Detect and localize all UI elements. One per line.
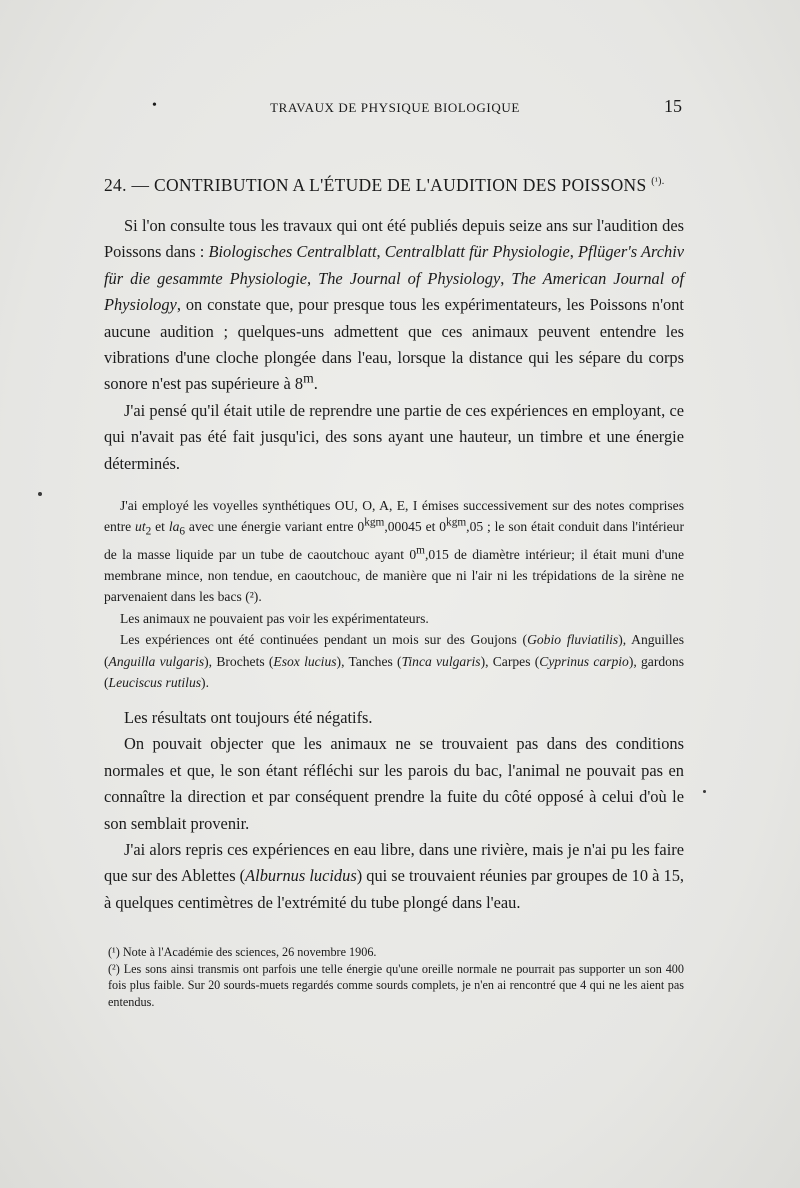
species-6: Leuciscus rutilus — [108, 674, 202, 690]
small-paragraph-2: Les animaux ne pouvaient pas voir les expérimentateurs. — [120, 610, 429, 626]
small-paragraph-1 — [104, 495, 684, 608]
s1-text-c: ,00045 et 0 — [384, 519, 447, 535]
s1-text-b: avec une énergie variant entre 0 — [188, 519, 365, 535]
s3-text-g: ). — [201, 674, 209, 690]
paragraph-5 — [104, 837, 684, 916]
journal-5: The American Journal of Physiology — [104, 268, 685, 315]
unit-kgm-2: kgm — [446, 516, 467, 529]
section-title: CONTRIBUTION A L'ÉTUDE DE L'AUDITION DES POISSONS — [153, 175, 647, 195]
p5-text-b: ) qui se trouvaient réunies par groupes de 10 à 15, à quelques centimètres de l'extrémité du tube plongé dans l'eau. — [104, 866, 684, 912]
footnote-2 — [108, 961, 684, 1011]
footnote-2-text: Les sons ainsi transmis ont parfois une telle énergie qu'une oreille normale ne pourrait pas supporter un son 400 fois plus faible. Sur 20 sourds-muets regardés comme sourds complets, je n'en ai rencontré que 4 qui ne les aient pas entendus. — [108, 961, 684, 1009]
s1-text-d: ,05 ; le son était conduit dans l'intérieur de la masse liquide par un tube de caoutchouc ayant 0 — [104, 519, 684, 562]
s3-text-e: ), Carpes ( — [480, 653, 540, 669]
s3-text-b: ), Anguilles ( — [104, 632, 684, 669]
species-5: Cyprinus carpio — [539, 653, 629, 669]
paper-speck — [38, 492, 42, 496]
paragraph-1: Si l'on consulte tous les travaux qui ont été publiés depuis seize ans sur l'audition des Poissons dans : Biologisches Centralblatt, Centralblatt für Physiologie, Pflüger's Archiv für die gesammte Physiologie, The Journal of Physiology, The American Journal of Physiology, on constate que, pour presque tous les expérimentateurs, les Poissons n'ont aucune audition ; quelques-uns admettent que ces animaux peuvent entendre les vibrations d'une cloche plongée dans l'eau, lorsque la distance qui les sépare du corps sonore n'est pas supérieure à 8$^m$. — [104, 216, 685, 394]
paragraph-3: Les résultats ont toujours été négatifs. — [124, 708, 373, 727]
footnotes — [108, 944, 684, 1010]
unit-m: m — [416, 544, 425, 556]
footnote-1-text: Note à l'Académie des sciences, 26 novembre 1906. — [122, 945, 377, 959]
note-ut: ut — [135, 519, 146, 535]
journal-3: Pflüger's Archiv für die gesammte Physiologie — [104, 242, 685, 288]
note-la-sub: 6 — [179, 526, 186, 539]
footnote-1-mark: (¹) — [108, 945, 120, 959]
paragraph-2: J'ai pensé qu'il était utile de reprendre une partie de ces expériences en employant, ce qui n'avait pas été fait jusqu'ici, des sons ayant une hauteur, un timbre et une énergie déterminés. — [104, 400, 684, 473]
running-title: TRAVAUX DE PHYSIQUE BIOLOGIQUE — [270, 100, 520, 115]
methods-small-print — [104, 495, 684, 693]
running-header — [108, 96, 682, 120]
section-heading — [104, 175, 704, 196]
s3-text-c: ), Brochets ( — [204, 653, 274, 669]
species-alburnus: Alburnus lucidus — [245, 866, 357, 886]
p1-text-b: , on constate que, pour presque tous les expérimentateurs, les Poissons n'ont aucune audition ; quelques-uns admettent que ces animaux peuvent entendre les vibrations d'une cloche plongée dans l'eau, lorsque la distance qui les sépare du corps sonore n'est pas supérieure à 8 — [104, 295, 684, 394]
s3-text-f: ), gardons ( — [104, 653, 685, 690]
journal-4: The Journal of Physiology — [318, 268, 501, 288]
s3-text-a: Les expériences ont été continuées pendant un mois sur des Goujons ( — [120, 632, 528, 648]
intro-body — [104, 213, 684, 477]
header-dot: • — [152, 98, 157, 113]
unit-kgm-1: kgm — [364, 516, 385, 529]
note-la: la — [168, 519, 180, 535]
s1-et: et — [155, 519, 165, 535]
footnote-2-mark: (²) — [108, 961, 120, 976]
p1-end: . — [313, 374, 318, 394]
s1-text-e: ,015 de diamètre intérieur; il était muni d'une membrane mince, non tendue, en caoutchouc, de manière que ni l'air ni les trépidations de la sirène ne parvenaient dans les bacs — [104, 546, 684, 605]
s1-text-a: J'ai employé les voyelles synthétiques OU, O, A, E, I émises successivement sur des notes comprises entre — [104, 498, 684, 535]
species-1: Gobio fluviatilis — [527, 632, 619, 648]
species-2: Anguilla vulgaris — [108, 653, 205, 669]
paper-speck — [703, 790, 706, 793]
paragraph-4: On pouvait objecter que les animaux ne se trouvaient pas dans des conditions normales et que, le son étant réfléchi sur les parois du bac, l'animal ne pouvait pas en connaître la direction et par conséquent prendre la fuite du côté opposé à celui d'où le son semblait provenir. — [104, 734, 684, 833]
journal-1: Biologisches Centralblatt — [208, 242, 377, 262]
p1-text-a: Si l'on consulte tous les travaux qui ont été publiés depuis seize ans sur l'audition des Poissons dans : — [104, 216, 684, 262]
section-note-ref: (¹). — [651, 176, 665, 188]
species-4: Tinca vulgaris — [401, 653, 481, 669]
footnote-ref-2: (²). — [245, 589, 262, 605]
results-body — [104, 705, 684, 916]
section-number: 24. — [104, 175, 127, 195]
page-number: 15 — [664, 96, 682, 116]
footnote-rule — [104, 935, 684, 936]
section-dash: — — [131, 175, 150, 195]
species-3: Esox lucius — [273, 653, 337, 669]
note-ut-sub: 2 — [145, 526, 152, 539]
small-paragraph-3 — [104, 629, 684, 693]
journal-2: Centralblatt für Physiologie — [384, 242, 570, 262]
s3-text-d: ), Tanches ( — [336, 653, 402, 669]
p1-unit: m — [303, 370, 314, 386]
footnote-1 — [108, 944, 684, 961]
p5-text-a: J'ai alors repris ces expériences en eau libre, dans une rivière, mais je n'ai pu les faire que sur des Ablettes ( — [104, 840, 684, 886]
